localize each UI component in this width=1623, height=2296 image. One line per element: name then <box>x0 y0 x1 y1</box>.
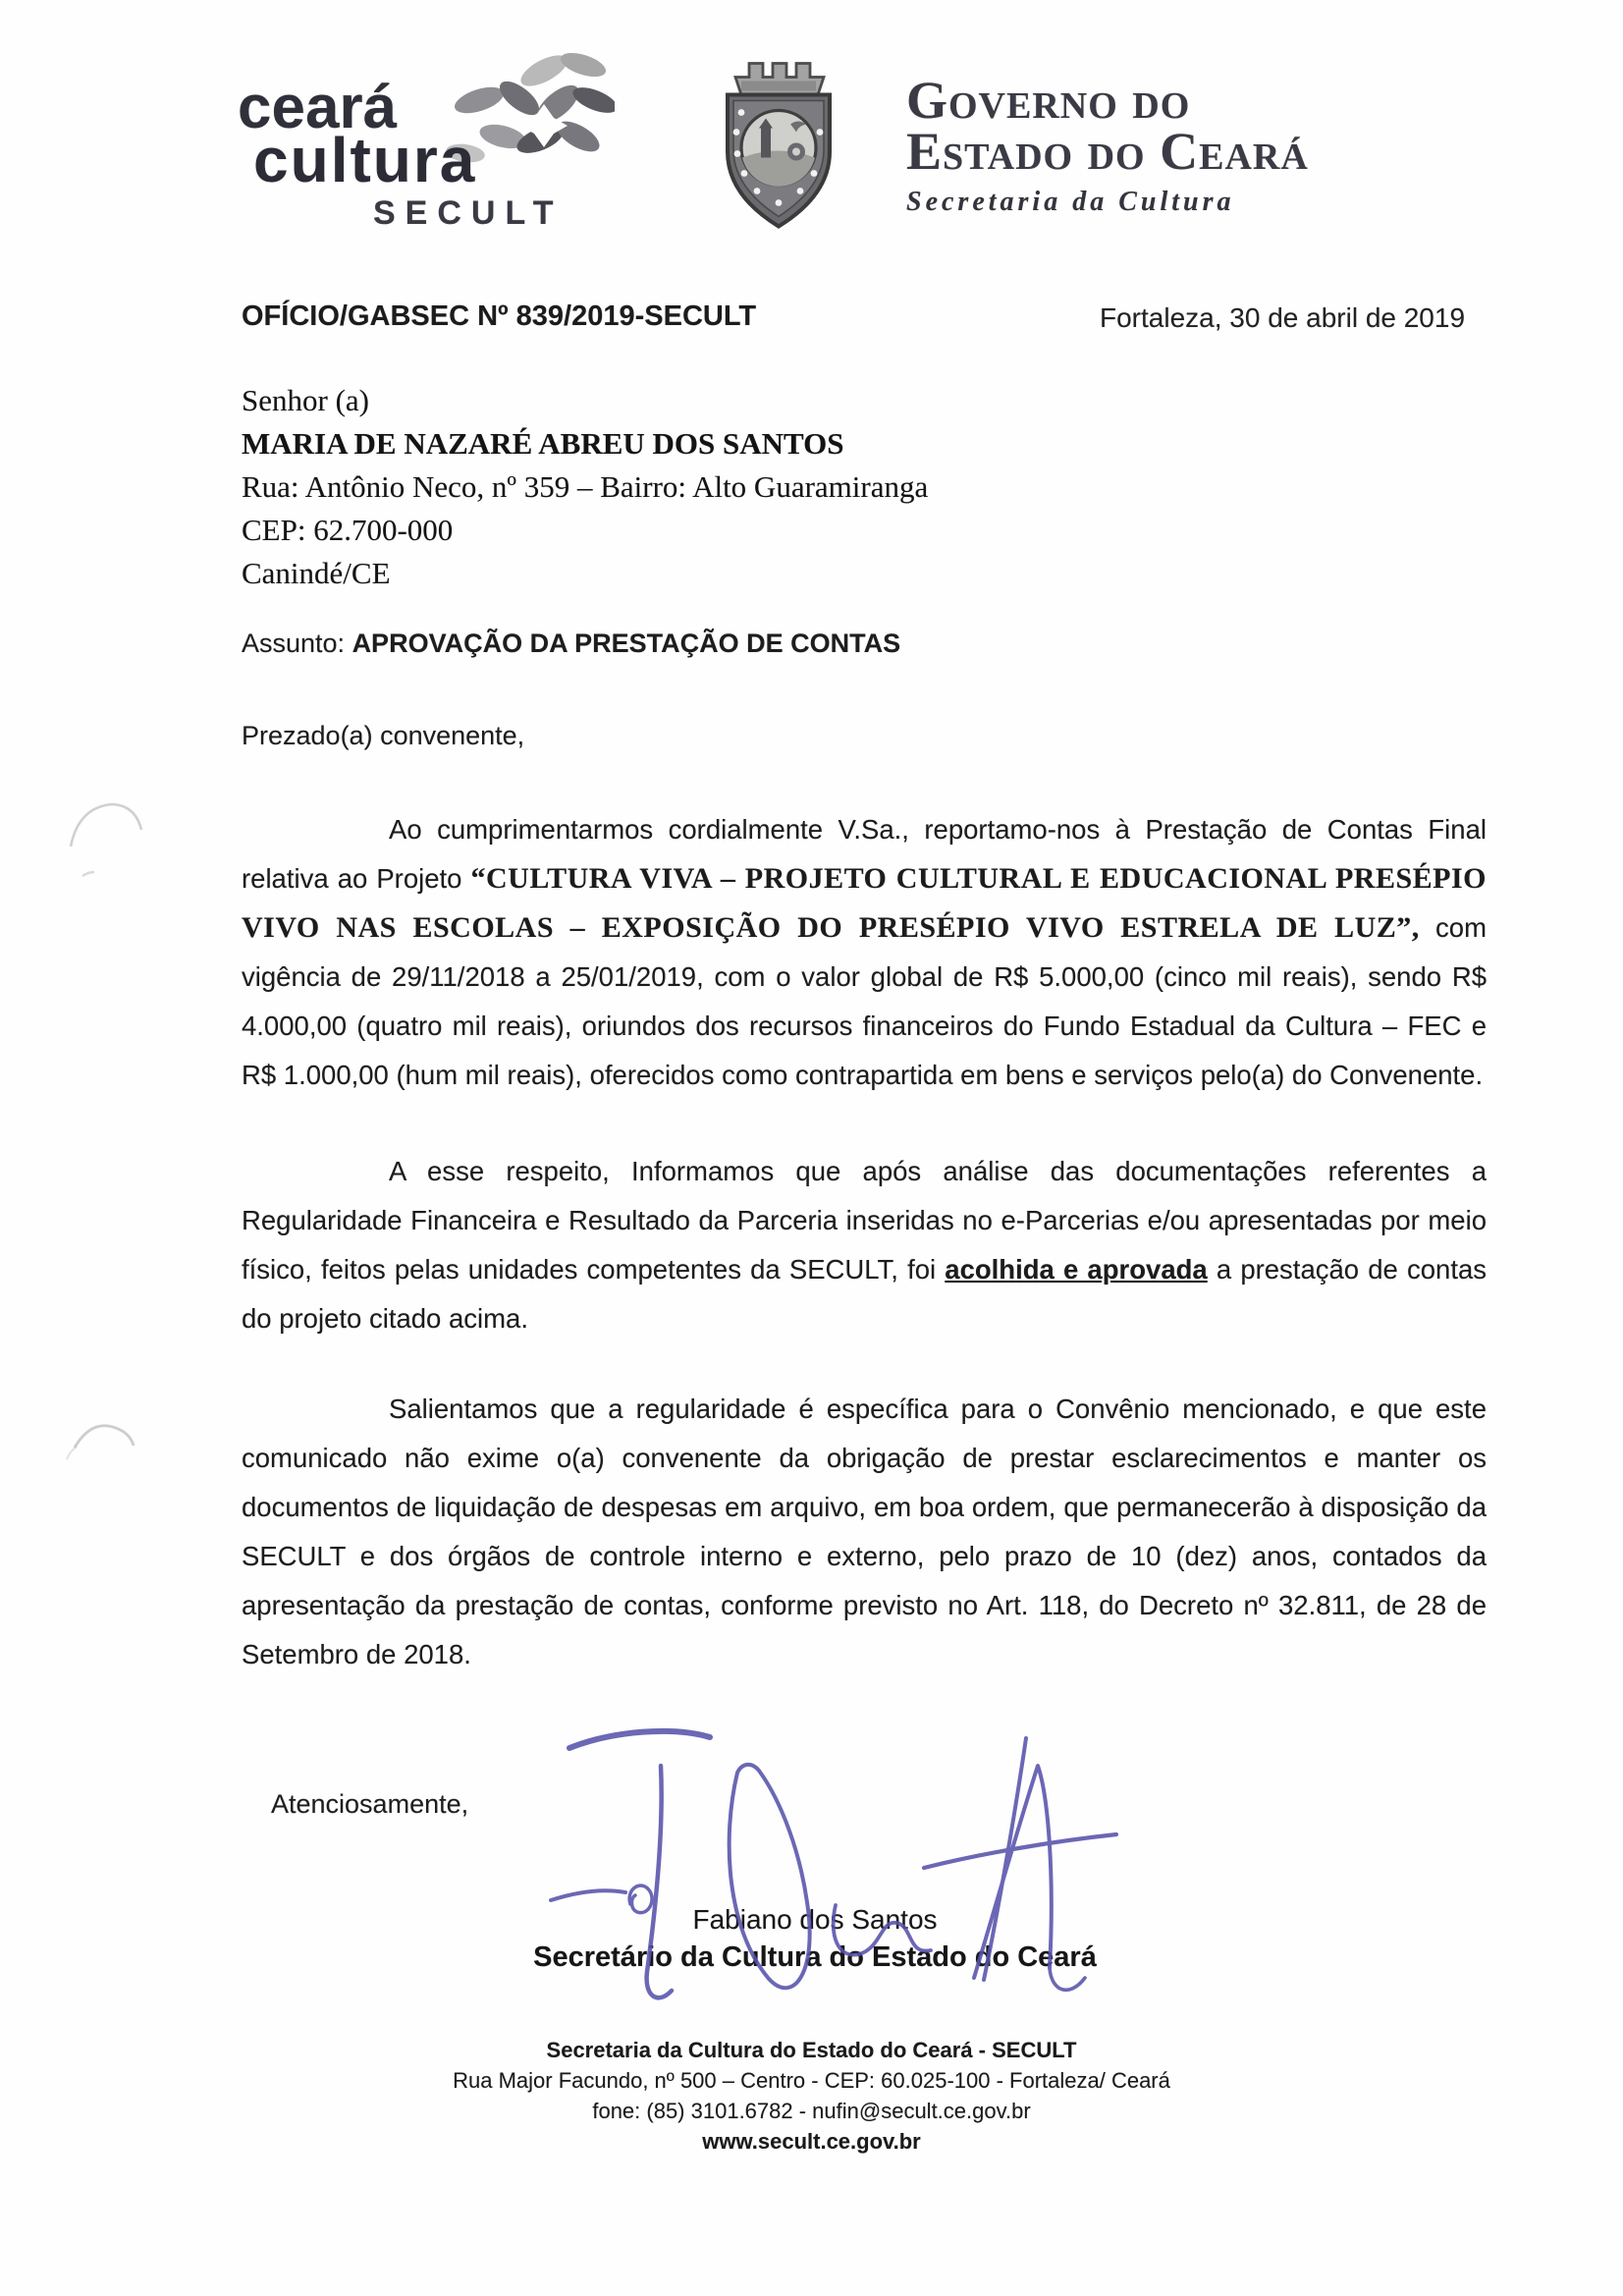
document-reference: OFÍCIO/GABSEC Nº 839/2019-SECULT <box>242 301 757 332</box>
ceara-cultura-logo <box>234 59 597 246</box>
document-date: Fortaleza, 30 de abril de 2019 <box>1100 302 1466 333</box>
subject-value: APROVAÇÃO DA PRESTAÇÃO DE CONTAS <box>352 629 901 658</box>
paragraph-1 <box>242 805 1487 1100</box>
recipient-city: Canindé/CE <box>242 556 391 590</box>
footer-address: Rua Major Facundo, nº 500 – Centro - CEP: 60.025-100 - Fortaleza/ Ceará <box>453 2068 1170 2093</box>
footer-phone-email: fone: (85) 3101.6782 - nufin@secult.ce.gov.br <box>592 2099 1031 2123</box>
paragraph-2-text: A esse respeito, Informamos que após análise das documentações referentes a Regularidade Financeira e Resultado da Parceria inseridas no e-Parcerias e/ou apresentadas por meio físico, feitos pelas unidades competentes da SECULT, foi <box>242 1156 1487 1285</box>
approval-highlight: acolhida e aprovada <box>945 1254 1208 1285</box>
logo-word-cultura: cultura <box>253 125 477 195</box>
valediction: Atenciosamente, <box>271 1789 469 1819</box>
recipient-block <box>242 379 928 595</box>
paragraph-2-continuation: a prestação de contas do projeto citado acima. <box>242 1254 1487 1334</box>
recipient-address: Rua: Antônio Neco, nº 359 – Bairro: Alto Guaramiranga <box>242 469 929 504</box>
logo-word-secult: SECULT <box>373 194 564 232</box>
paragraph-1-text: Ao cumprimentarmos cordialmente V.Sa., reportamo-nos à Prestação de Contas Final relativa ao Projeto <box>242 814 1487 894</box>
footer-org: Secretaria da Cultura do Estado do Ceará - SECULT <box>546 2038 1077 2062</box>
subject-label: Assunto: <box>242 629 352 658</box>
scan-arc-artifact-bottom <box>59 1402 167 1491</box>
ceara-coat-of-arms-icon <box>680 49 877 241</box>
recipient-name: MARIA DE NAZARÉ ABREU DOS SANTOS <box>242 426 844 461</box>
paragraph-2 <box>242 1147 1487 1343</box>
scan-arc-artifact-top <box>57 786 165 894</box>
paragraph-1-continuation: com vigência de 29/11/2018 a 25/01/2019, com o valor global de R$ 5.000,00 (cinco mil reais), sendo R$ 4.000,00 (quatro mil reais), oriundos dos recursos financeiros do Fundo Estadual da Cultura – FEC e R$ 1.000,00 (hum mil reais), oferecidos como contrapartida em bens e serviços pelo(a) do Convenente. <box>242 912 1488 1090</box>
recipient-salutation: Senhor (a) <box>242 383 369 417</box>
handwritten-signature <box>535 1711 1183 2035</box>
signer-name: Fabiano dos Santos <box>692 1904 938 1935</box>
letterhead-footer <box>0 2035 1623 2157</box>
gov-line-2: Estado do Ceará <box>906 122 1309 181</box>
signer-title: Secretário da Cultura do Estado do Ceará <box>533 1941 1097 1973</box>
recipient-cep: CEP: 62.700-000 <box>242 513 454 547</box>
subject-line <box>242 629 900 659</box>
greeting-line: Prezado(a) convenente, <box>242 721 525 750</box>
logo-word-ceara: ceará <box>238 74 398 141</box>
government-wordmark <box>906 73 1515 218</box>
gov-line-1: Governo do <box>906 71 1191 130</box>
footer-website: www.secult.ce.gov.br <box>702 2129 921 2154</box>
letter-body <box>242 805 1487 1726</box>
gov-subtitle: Secretaria da Cultura <box>906 187 1235 217</box>
paragraph-3: Salientamos que a regularidade é específica para o Convênio mencionado, e que este comunicado não exime o(a) convenente da obrigação de prestar esclarecimentos e manter os documentos de liquidação de despesas em arquivo, em boa ordem, que permanecerão à disposição da SECULT e dos órgãos de controle interno e externo, pelo prazo de 10 (dez) anos, contados da apresentação da prestação de contas, conforme previsto no Art. 118, do Decreto nº 32.811, de 28 de Setembro de 2018. <box>242 1394 1487 1669</box>
project-title: “CULTURA VIVA – PROJETO CULTURAL E EDUCACIONAL PRESÉPIO VIVO NAS ESCOLAS – EXPOSIÇÃO DO PRESÉPIO VIVO ESTRELA DE LUZ”, <box>242 862 1487 944</box>
